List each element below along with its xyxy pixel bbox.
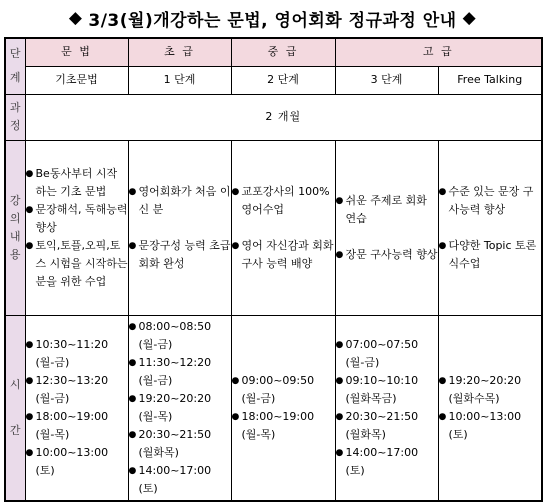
bullet-icon: ● xyxy=(25,240,34,251)
time-slot-text: 18:00~19:00 (월-목) xyxy=(35,409,109,441)
time-cell-grammar xyxy=(25,315,128,501)
list-item xyxy=(439,183,542,219)
row-header-char: 용 xyxy=(9,247,21,261)
content-cell-beginner xyxy=(128,140,231,315)
period-row xyxy=(5,94,542,140)
row-header-char: 과 xyxy=(9,101,21,114)
page-title xyxy=(0,0,545,36)
title-text: 3/3(월)개강하는 문법, 영어회화 정규과정 안내 xyxy=(88,10,457,31)
time-slot xyxy=(336,408,438,444)
row-header-stack xyxy=(6,192,25,264)
list-item xyxy=(439,237,542,273)
time-slot-text: 10:00~13:00 (토) xyxy=(35,445,109,477)
row-header-char: 간 xyxy=(9,423,21,437)
level-row xyxy=(5,66,542,94)
time-row xyxy=(5,315,542,501)
row-header-stack xyxy=(6,99,25,135)
bullet-icon: ● xyxy=(438,411,447,422)
list-item-text: 장문 구사능력 향상 xyxy=(345,247,438,261)
list-item xyxy=(232,237,335,273)
row-header-char: 강 xyxy=(9,193,21,207)
bullet-icon: ● xyxy=(335,447,344,458)
list-item-text: 수준 있는 문장 구사능력 향상 xyxy=(448,184,534,216)
bullet-icon: ● xyxy=(25,204,34,215)
bullet-icon: ● xyxy=(128,186,137,197)
row-header-char: 내 xyxy=(9,229,21,243)
bullet-icon: ● xyxy=(438,375,447,386)
row-header-content xyxy=(5,140,25,315)
time-slot xyxy=(129,426,231,462)
diamond-icon: ◆ xyxy=(68,8,83,28)
time-slot-text: 20:30~21:50 (월화목) xyxy=(138,427,212,459)
bullet-icon: ● xyxy=(128,240,137,251)
content-cell-intermediate xyxy=(231,140,335,315)
time-slot xyxy=(26,444,128,480)
bullet-icon: ● xyxy=(128,357,137,368)
bullet-icon: ● xyxy=(231,375,240,386)
bullet-icon: ● xyxy=(335,339,344,350)
row-header-char: 단 xyxy=(9,47,21,61)
time-slot xyxy=(129,390,231,426)
time-slot xyxy=(232,372,335,408)
bullet-icon: ● xyxy=(25,447,34,458)
bullet-icon: ● xyxy=(25,168,34,179)
time-slot-text: 14:00~17:00 (토) xyxy=(138,463,212,495)
content-cell-free-talking xyxy=(438,140,542,315)
list-item-text: 영어회화가 처음 이신 분 xyxy=(138,184,231,216)
time-slot xyxy=(129,354,231,390)
list-item-text: 다양한 Topic 토론식수업 xyxy=(448,238,537,270)
time-slot-text: 10:30~11:20 (월-금) xyxy=(35,337,109,369)
bullet-icon: ● xyxy=(25,375,34,386)
time-slot xyxy=(439,372,542,408)
column-header-beginner: 초 급 xyxy=(128,38,231,66)
time-slot-text: 07:00~07:50 (월-금) xyxy=(345,337,419,369)
time-slot-text: 19:20~20:20 (월화수목) xyxy=(448,373,522,405)
time-slot-text: 08:00~08:50 (월-금) xyxy=(138,319,212,351)
bullet-icon: ● xyxy=(335,411,344,422)
time-slot-text: 12:30~13:20 (월-금) xyxy=(35,373,109,405)
time-cell-intermediate xyxy=(231,315,335,501)
bullet-icon: ● xyxy=(335,249,344,260)
schedule-table xyxy=(4,37,543,502)
time-slot-text: 10:00~13:00 (토) xyxy=(448,409,522,441)
time-slot xyxy=(129,318,231,354)
row-header-stack xyxy=(6,45,25,87)
list-item-text: 토익,토플,오픽,토스 시험을 시작하는 분을 위한 수업 xyxy=(35,238,128,288)
time-slot xyxy=(232,408,335,444)
bullet-icon: ● xyxy=(231,411,240,422)
list-item xyxy=(26,201,128,237)
column-header-advanced: 고 급 xyxy=(335,38,542,66)
list-item-text: 문장구성 능력 초급회화 완성 xyxy=(138,238,231,270)
list-item xyxy=(129,183,231,219)
level-cell: Free Talking xyxy=(438,66,542,94)
list-item xyxy=(232,183,335,219)
time-slot-text: 20:30~21:50 (월화목) xyxy=(345,409,419,441)
level-cell: 3 단계 xyxy=(335,66,438,94)
row-header-level xyxy=(5,38,25,94)
list-item-text: Be동사부터 시작하는 기초 문법 xyxy=(35,166,118,198)
list-item-text: 쉬운 주제로 회화 연습 xyxy=(345,193,427,225)
bullet-icon: ● xyxy=(128,393,137,404)
list-item-text: 문장해석, 독해능력 향상 xyxy=(35,202,128,234)
time-cell-level3 xyxy=(335,315,438,501)
list-item-text: 영어 자신감과 회화 구사 능력 배양 xyxy=(241,238,334,270)
period-cell: 2 개월 xyxy=(25,94,542,140)
list-item xyxy=(336,246,438,264)
list-item xyxy=(336,192,438,228)
list-item xyxy=(26,237,128,291)
time-slot-text: 09:10~10:10 (월화목금) xyxy=(345,373,419,405)
list-item-text: 교포강사의 100% 영어수업 xyxy=(241,184,330,216)
row-header-period xyxy=(5,94,25,140)
diamond-icon: ◆ xyxy=(462,8,477,28)
bullet-icon: ● xyxy=(128,429,137,440)
content-cell-grammar xyxy=(25,140,128,315)
content-row xyxy=(5,140,542,315)
row-header-stack xyxy=(6,376,25,440)
row-header-char: 시 xyxy=(9,377,21,391)
time-cell-free-talking xyxy=(438,315,542,501)
bullet-icon: ● xyxy=(438,240,447,251)
time-slot-text: 09:00~09:50 (월-금) xyxy=(241,373,315,405)
column-header-row xyxy=(5,38,542,66)
time-slot-text: 14:00~17:00 (토) xyxy=(345,445,419,477)
level-cell: 1 단계 xyxy=(128,66,231,94)
row-header-time xyxy=(5,315,25,501)
list-item xyxy=(26,165,128,201)
time-slot-text: 11:30~12:20 (월-금) xyxy=(138,355,212,387)
time-slot xyxy=(336,444,438,480)
bullet-icon: ● xyxy=(25,411,34,422)
bullet-icon: ● xyxy=(231,186,240,197)
bullet-icon: ● xyxy=(335,375,344,386)
row-header-char: 정 xyxy=(9,119,21,132)
time-cell-beginner xyxy=(128,315,231,501)
bullet-icon: ● xyxy=(231,240,240,251)
time-slot-text: 19:20~20:20 (월-목) xyxy=(138,391,212,423)
bullet-icon: ● xyxy=(25,339,34,350)
time-slot-text: 18:00~19:00 (월-목) xyxy=(241,409,315,441)
level-cell: 2 단계 xyxy=(231,66,335,94)
time-slot xyxy=(336,336,438,372)
bullet-icon: ● xyxy=(128,465,137,476)
column-header-grammar: 문 법 xyxy=(25,38,128,66)
bullet-icon: ● xyxy=(335,195,344,206)
level-cell: 기초문법 xyxy=(25,66,128,94)
time-slot xyxy=(26,372,128,408)
time-slot xyxy=(129,462,231,498)
column-header-intermediate: 중 급 xyxy=(231,38,335,66)
time-slot xyxy=(26,408,128,444)
time-slot xyxy=(26,336,128,372)
row-header-char: 의 xyxy=(9,211,21,225)
row-header-char: 계 xyxy=(9,71,21,85)
time-slot xyxy=(439,408,542,444)
bullet-icon: ● xyxy=(128,321,137,332)
time-slot xyxy=(336,372,438,408)
list-item xyxy=(129,237,231,273)
bullet-icon: ● xyxy=(438,186,447,197)
content-cell-level3 xyxy=(335,140,438,315)
